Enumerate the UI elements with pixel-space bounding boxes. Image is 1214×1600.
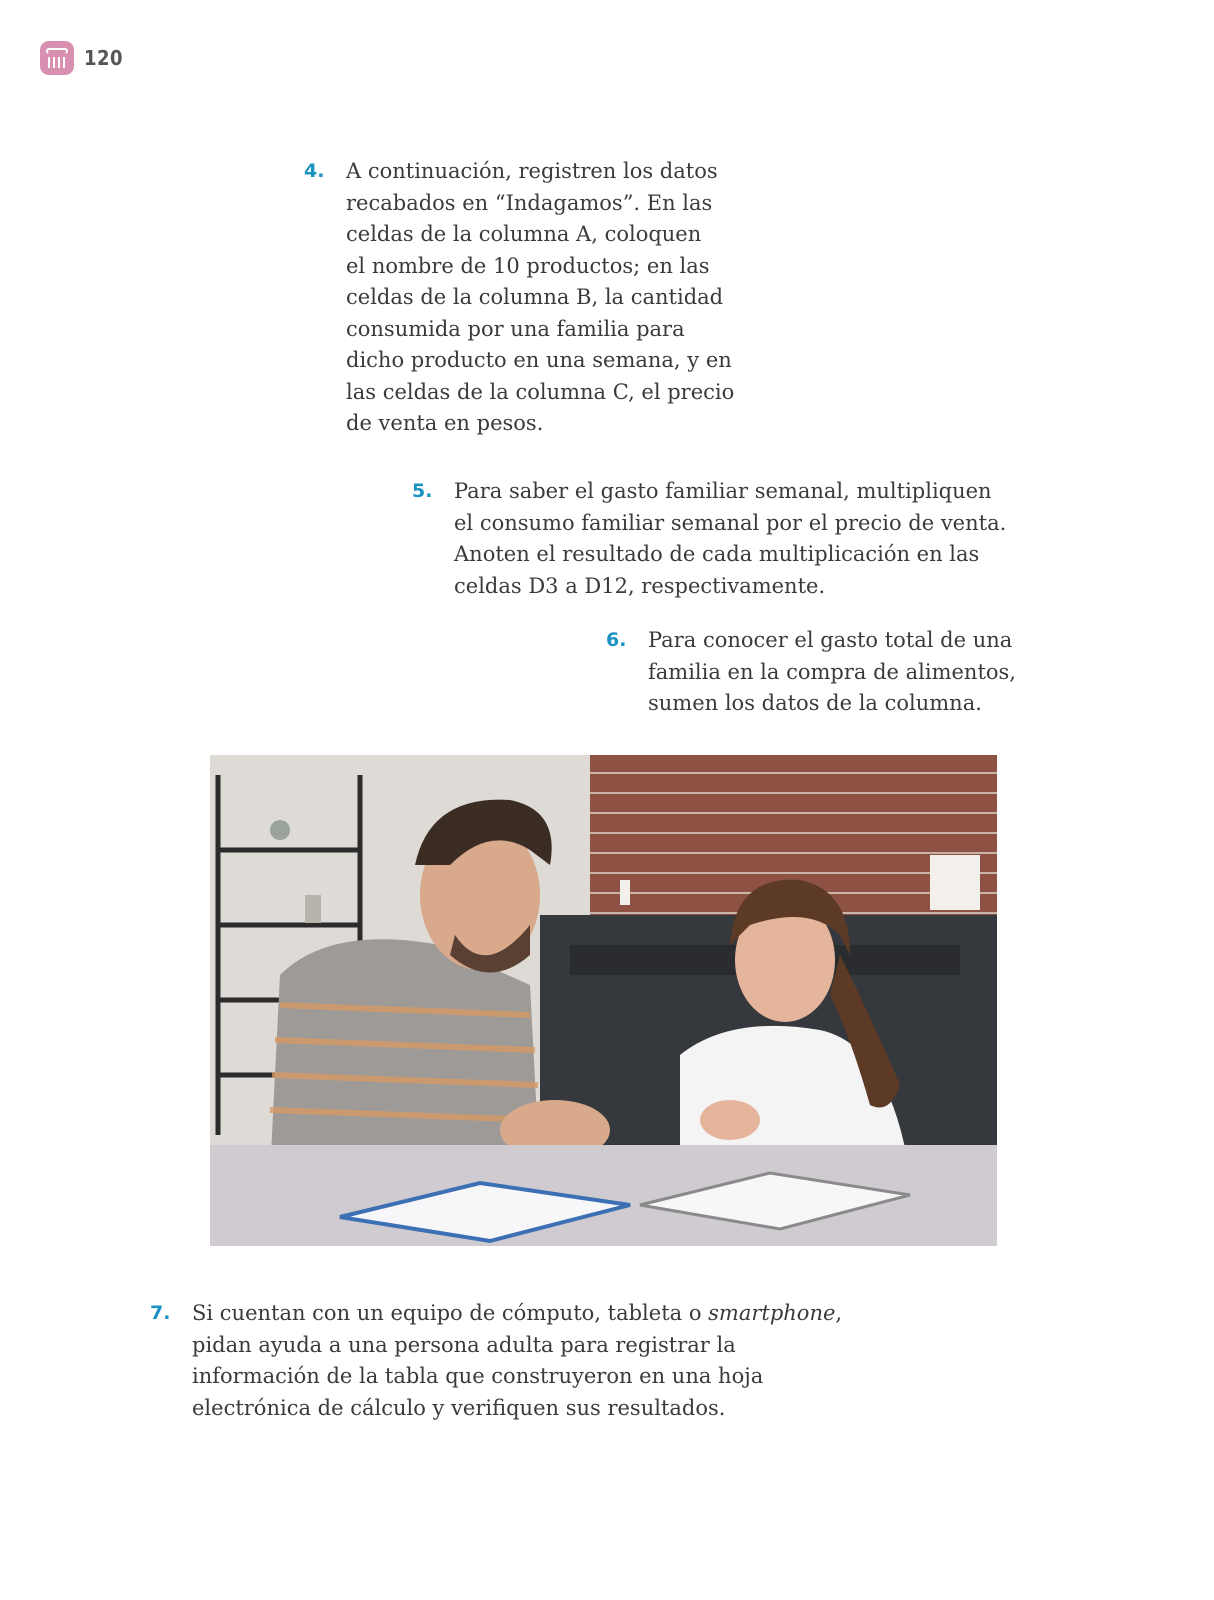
step-text: Para saber el gasto familiar semanal, multipliquen el consumo familiar semanal por el precio de venta. Anoten el resultado de cada multiplicación en las celdas D3 a D12, respectivamente. [454, 479, 1007, 598]
step-text: A continuación, registren los datos recabados en “Indagamos”. En las celdas de la columna A, coloquen el nombre de 10 productos; en las celdas de la columna B, la cantidad consumida por una familia para dicho producto en una semana, y en las celdas de la columna C, el precio de venta en pesos. [346, 159, 735, 435]
step-5 [412, 476, 1006, 602]
step-text: Para conocer el gasto total de una familia en la compra de alimentos, sumen los datos de la columna. [648, 628, 1016, 715]
book-badge-icon [40, 41, 74, 75]
page-header [40, 38, 123, 78]
step-text-italic: smartphone [708, 1301, 836, 1325]
step-number: 6. [606, 629, 627, 651]
step-6 [606, 625, 1016, 720]
step-text-before: Si cuentan con un equipo de cómputo, tableta o [192, 1301, 709, 1325]
step-text-after: , pidan ayuda a una persona adulta para registrar la información de la tabla que construyeron en una hoja electrónica de cálculo y verifiquen sus resultados. [192, 1301, 843, 1420]
step-4 [304, 156, 734, 440]
photo-father-daughter-studying [210, 755, 997, 1246]
step-7 [150, 1298, 842, 1424]
step-number: 5. [412, 480, 433, 502]
step-number: 4. [304, 160, 325, 182]
step-number: 7. [150, 1302, 171, 1324]
step-text [192, 1298, 842, 1424]
page-number: 120 [84, 46, 124, 70]
